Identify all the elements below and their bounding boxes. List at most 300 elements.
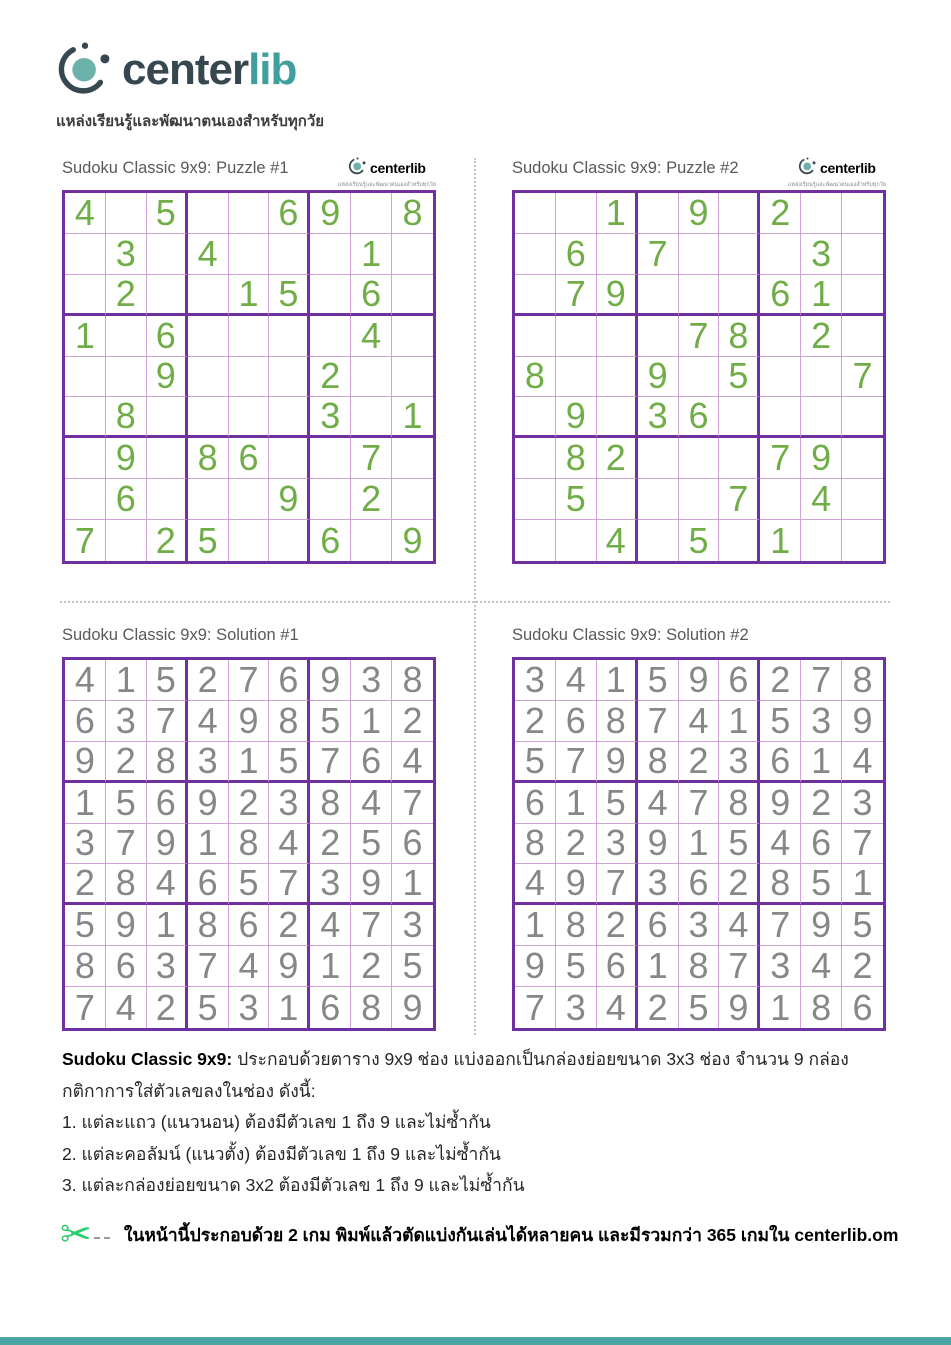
sudoku-cell: 8 xyxy=(351,987,392,1028)
sudoku-cell xyxy=(106,357,147,398)
centerlib-logo-icon xyxy=(56,38,114,101)
sudoku-cell xyxy=(188,193,229,234)
footer-note-text: ในหน้านี้ประกอบด้วย 2 เกม พิมพ์แล้วตัดแบ่งกันเล่นได้หลายคน และมีรวมกว่า 365 เกมใน centerlib.om xyxy=(123,1225,899,1245)
sudoku-cell: 3 xyxy=(392,905,433,946)
sudoku-cell: 2 xyxy=(229,783,270,824)
sudoku-cell: 3 xyxy=(801,701,842,742)
sudoku-cell xyxy=(556,520,597,561)
sudoku-cell xyxy=(65,275,106,316)
sudoku-cell: 9 xyxy=(147,357,188,398)
sudoku-cell: 7 xyxy=(310,742,351,783)
sudoku-cell: 1 xyxy=(392,397,433,438)
sudoku-cell xyxy=(842,397,883,438)
sudoku-cell xyxy=(147,479,188,520)
sudoku-cell: 7 xyxy=(719,946,760,987)
sudoku-cell: 9 xyxy=(147,824,188,865)
sudoku-cell xyxy=(392,316,433,357)
sudoku-cell xyxy=(638,316,679,357)
sudoku-cell: 4 xyxy=(556,660,597,701)
brand-tagline: แหล่งเรียนรู้และพัฒนาตนเองสำหรับทุกวัย xyxy=(337,182,436,188)
sudoku-cell: 6 xyxy=(760,742,801,783)
sudoku-cell: 5 xyxy=(269,275,310,316)
puzzle-1-title: Sudoku Classic 9x9: Puzzle #1 xyxy=(62,159,289,177)
sudoku-cell xyxy=(147,234,188,275)
sudoku-cell xyxy=(638,520,679,561)
sudoku-cell: 1 xyxy=(147,905,188,946)
sudoku-cell: 9 xyxy=(188,783,229,824)
sudoku-cell: 2 xyxy=(679,742,720,783)
sudoku-cell: 6 xyxy=(679,397,720,438)
sudoku-cell xyxy=(229,193,270,234)
sudoku-cell: 1 xyxy=(392,864,433,905)
sudoku-cell xyxy=(597,316,638,357)
sudoku-cell: 6 xyxy=(269,193,310,234)
sudoku-cell: 2 xyxy=(351,479,392,520)
sudoku-cell: 6 xyxy=(515,783,556,824)
sudoku-cell: 8 xyxy=(719,316,760,357)
sudoku-cell: 6 xyxy=(106,479,147,520)
sudoku-cell xyxy=(392,275,433,316)
sudoku-cell: 8 xyxy=(556,905,597,946)
sudoku-cell: 4 xyxy=(188,701,229,742)
sudoku-cell xyxy=(515,275,556,316)
sudoku-cell xyxy=(597,397,638,438)
sudoku-cell: 3 xyxy=(229,987,270,1028)
sudoku-cell: 9 xyxy=(638,357,679,398)
sudoku-cell: 4 xyxy=(65,193,106,234)
sudoku-cell: 8 xyxy=(515,824,556,865)
sudoku-cell: 8 xyxy=(679,946,720,987)
sudoku-cell: 1 xyxy=(229,275,270,316)
sudoku-cell: 4 xyxy=(188,234,229,275)
sudoku-cell: 7 xyxy=(515,987,556,1028)
sudoku-cell xyxy=(106,520,147,561)
sudoku-cell: 2 xyxy=(147,987,188,1028)
sudoku-cell: 4 xyxy=(597,520,638,561)
sudoku-cell: 3 xyxy=(597,824,638,865)
sudoku-cell xyxy=(106,316,147,357)
sudoku-cell: 6 xyxy=(597,946,638,987)
sudoku-cell: 1 xyxy=(638,946,679,987)
sudoku-cell: 1 xyxy=(760,987,801,1028)
sudoku-cell: 1 xyxy=(597,660,638,701)
sudoku-cell: 5 xyxy=(842,905,883,946)
sudoku-cell xyxy=(719,275,760,316)
sudoku-cell xyxy=(515,520,556,561)
sudoku-cell xyxy=(351,397,392,438)
centerlib-header-logo xyxy=(56,38,324,133)
sudoku-cell xyxy=(65,479,106,520)
sudoku-cell: 2 xyxy=(106,275,147,316)
sudoku-cell: 6 xyxy=(679,864,720,905)
sudoku-cell: 2 xyxy=(638,987,679,1028)
sudoku-cell xyxy=(65,234,106,275)
sudoku-cell xyxy=(515,479,556,520)
sudoku-cell: 2 xyxy=(310,824,351,865)
sudoku-cell xyxy=(760,479,801,520)
sudoku-cell: 4 xyxy=(842,742,883,783)
sudoku-cell xyxy=(269,357,310,398)
sudoku-cell xyxy=(65,397,106,438)
sudoku-cell: 8 xyxy=(719,783,760,824)
sudoku-cell: 1 xyxy=(65,783,106,824)
sudoku-cell: 5 xyxy=(556,946,597,987)
sudoku-cell: 4 xyxy=(801,946,842,987)
sudoku-cell: 9 xyxy=(269,479,310,520)
sudoku-cell: 4 xyxy=(719,905,760,946)
sudoku-cell: 7 xyxy=(65,520,106,561)
sudoku-cell: 8 xyxy=(106,864,147,905)
sudoku-cell: 7 xyxy=(229,660,270,701)
sudoku-cell: 5 xyxy=(351,824,392,865)
sudoku-cell xyxy=(229,357,270,398)
sudoku-cell: 4 xyxy=(597,987,638,1028)
sudoku-cell: 9 xyxy=(556,864,597,905)
sudoku-grid-puzzle-1 xyxy=(62,190,436,564)
sudoku-cell xyxy=(310,234,351,275)
sudoku-cell: 9 xyxy=(229,701,270,742)
sudoku-cell: 7 xyxy=(679,316,720,357)
sudoku-cell xyxy=(719,234,760,275)
sudoku-cell xyxy=(229,397,270,438)
sudoku-cell: 9 xyxy=(679,660,720,701)
sudoku-cell: 7 xyxy=(842,357,883,398)
sudoku-cell: 7 xyxy=(719,479,760,520)
sudoku-cell: 3 xyxy=(638,397,679,438)
sudoku-cell: 8 xyxy=(515,357,556,398)
sudoku-cell: 6 xyxy=(556,234,597,275)
sudoku-cell: 5 xyxy=(188,520,229,561)
sudoku-cell: 7 xyxy=(351,438,392,479)
sudoku-cell: 7 xyxy=(147,701,188,742)
sudoku-cell: 7 xyxy=(556,742,597,783)
sudoku-cell: 7 xyxy=(679,783,720,824)
sudoku-cell xyxy=(842,520,883,561)
sudoku-cell: 5 xyxy=(65,905,106,946)
centerlib-logo-icon xyxy=(798,156,817,180)
sudoku-grid-solution-2 xyxy=(512,657,886,1031)
sudoku-cell: 4 xyxy=(351,316,392,357)
sudoku-cell: 3 xyxy=(515,660,556,701)
sudoku-cell xyxy=(597,357,638,398)
sudoku-cell: 8 xyxy=(392,193,433,234)
sudoku-cell: 2 xyxy=(597,905,638,946)
sudoku-cell xyxy=(679,275,720,316)
rules-intro-line1 xyxy=(62,1044,922,1076)
sudoku-cell xyxy=(515,316,556,357)
sudoku-cell: 4 xyxy=(147,864,188,905)
solution-2-title: Sudoku Classic 9x9: Solution #2 xyxy=(512,626,749,644)
sudoku-cell: 5 xyxy=(760,701,801,742)
sudoku-cell: 6 xyxy=(310,987,351,1028)
sudoku-cell: 7 xyxy=(597,864,638,905)
sudoku-cell: 5 xyxy=(679,987,720,1028)
sudoku-cell: 2 xyxy=(760,660,801,701)
sudoku-cell: 5 xyxy=(801,864,842,905)
sudoku-cell: 8 xyxy=(842,660,883,701)
sudoku-cell xyxy=(842,234,883,275)
sudoku-cell xyxy=(269,438,310,479)
sudoku-cell xyxy=(351,520,392,561)
brand-wordmark xyxy=(122,44,297,94)
sudoku-cell: 8 xyxy=(229,824,270,865)
sudoku-cell: 5 xyxy=(392,946,433,987)
sudoku-cell: 6 xyxy=(310,520,351,561)
sudoku-cell: 8 xyxy=(801,987,842,1028)
sudoku-cell: 7 xyxy=(760,438,801,479)
sudoku-cell xyxy=(597,479,638,520)
cut-dashes xyxy=(94,1237,110,1239)
sudoku-cell: 9 xyxy=(556,397,597,438)
sudoku-cell: 8 xyxy=(597,701,638,742)
sudoku-cell: 8 xyxy=(188,905,229,946)
sudoku-cell: 7 xyxy=(760,905,801,946)
sudoku-cell: 3 xyxy=(106,701,147,742)
sudoku-cell: 1 xyxy=(310,946,351,987)
sudoku-cell: 9 xyxy=(679,193,720,234)
sudoku-cell: 3 xyxy=(679,905,720,946)
sudoku-cell: 5 xyxy=(515,742,556,783)
sudoku-cell xyxy=(188,479,229,520)
sudoku-cell: 4 xyxy=(801,479,842,520)
sudoku-cell xyxy=(760,316,801,357)
sudoku-cell: 6 xyxy=(556,701,597,742)
sudoku-cell xyxy=(719,193,760,234)
sudoku-cell: 3 xyxy=(269,783,310,824)
sudoku-cell xyxy=(229,479,270,520)
sudoku-cell: 7 xyxy=(269,864,310,905)
sudoku-cell: 1 xyxy=(719,701,760,742)
sudoku-cell: 3 xyxy=(188,742,229,783)
sudoku-cell: 9 xyxy=(269,946,310,987)
sudoku-cell: 7 xyxy=(638,701,679,742)
sudoku-cell: 1 xyxy=(801,742,842,783)
sudoku-cell: 9 xyxy=(801,438,842,479)
sudoku-cell: 7 xyxy=(638,234,679,275)
solution-1-title: Sudoku Classic 9x9: Solution #1 xyxy=(62,626,299,644)
sudoku-cell xyxy=(188,275,229,316)
sudoku-cell: 5 xyxy=(597,783,638,824)
sudoku-cell xyxy=(842,479,883,520)
sudoku-cell: 1 xyxy=(65,316,106,357)
quadrant-solution-1 xyxy=(62,623,436,1033)
sudoku-cell xyxy=(638,479,679,520)
brand-tagline: แหล่งเรียนรู้และพัฒนาตนเองสำหรับทุกวัย xyxy=(787,182,886,188)
sudoku-cell xyxy=(392,234,433,275)
sudoku-cell: 1 xyxy=(679,824,720,865)
sudoku-cell: 9 xyxy=(719,987,760,1028)
sudoku-cell: 6 xyxy=(106,946,147,987)
sudoku-cell xyxy=(842,193,883,234)
sudoku-cell: 3 xyxy=(760,946,801,987)
sudoku-cell: 9 xyxy=(638,824,679,865)
sudoku-cell: 5 xyxy=(147,660,188,701)
quadrant-puzzle-2 xyxy=(512,156,886,566)
sudoku-cell: 5 xyxy=(638,660,679,701)
puzzle-2-title: Sudoku Classic 9x9: Puzzle #2 xyxy=(512,159,739,177)
sudoku-cell: 3 xyxy=(351,660,392,701)
sudoku-cell: 7 xyxy=(65,987,106,1028)
sudoku-cell xyxy=(188,316,229,357)
sudoku-cell xyxy=(638,275,679,316)
sudoku-cell: 7 xyxy=(842,824,883,865)
sudoku-cell: 8 xyxy=(638,742,679,783)
sudoku-cell: 9 xyxy=(801,905,842,946)
quadrant-solution-2 xyxy=(512,623,886,1033)
sudoku-cell: 2 xyxy=(719,864,760,905)
scissors-icon: ✂ xyxy=(60,1214,92,1256)
sudoku-cell: 9 xyxy=(597,742,638,783)
sudoku-cell: 9 xyxy=(106,438,147,479)
sudoku-cell: 6 xyxy=(719,660,760,701)
brand-tagline: แหล่งเรียนรู้และพัฒนาตนเองสำหรับทุกวัย xyxy=(56,113,325,130)
sudoku-cell: 2 xyxy=(515,701,556,742)
sudoku-cell: 2 xyxy=(106,742,147,783)
sudoku-cell: 6 xyxy=(229,905,270,946)
sudoku-cell: 6 xyxy=(229,438,270,479)
sudoku-cell xyxy=(801,520,842,561)
sudoku-cell: 2 xyxy=(65,864,106,905)
sudoku-cell xyxy=(679,438,720,479)
sudoku-cell: 3 xyxy=(65,824,106,865)
sudoku-cell: 2 xyxy=(392,701,433,742)
sudoku-cell: 3 xyxy=(842,783,883,824)
sudoku-cell xyxy=(310,316,351,357)
sudoku-cell: 5 xyxy=(269,742,310,783)
brand-wordmark: centerlib xyxy=(370,160,426,176)
cut-line-vertical xyxy=(474,158,476,1035)
sudoku-cell: 1 xyxy=(229,742,270,783)
sudoku-cell: 4 xyxy=(760,824,801,865)
sudoku-cell: 2 xyxy=(597,438,638,479)
sudoku-cell xyxy=(188,357,229,398)
sudoku-cell xyxy=(760,234,801,275)
sudoku-cell: 1 xyxy=(188,824,229,865)
sudoku-cell: 2 xyxy=(842,946,883,987)
sudoku-cell: 3 xyxy=(147,946,188,987)
sudoku-cell xyxy=(310,438,351,479)
sudoku-cell: 7 xyxy=(801,660,842,701)
sudoku-cell: 8 xyxy=(760,864,801,905)
sudoku-cell xyxy=(679,234,720,275)
sudoku-cell xyxy=(801,397,842,438)
sudoku-cell xyxy=(392,438,433,479)
sudoku-cell: 3 xyxy=(719,742,760,783)
sudoku-cell xyxy=(351,193,392,234)
sudoku-cell: 6 xyxy=(65,701,106,742)
sudoku-cell: 8 xyxy=(147,742,188,783)
sudoku-cell: 3 xyxy=(310,864,351,905)
sudoku-cell: 9 xyxy=(106,905,147,946)
sudoku-cell xyxy=(269,234,310,275)
sudoku-cell xyxy=(392,357,433,398)
sudoku-cell: 9 xyxy=(310,660,351,701)
sudoku-cell: 2 xyxy=(760,193,801,234)
quadrant-puzzle-1 xyxy=(62,156,436,566)
sudoku-cell: 4 xyxy=(392,742,433,783)
sudoku-cell xyxy=(638,193,679,234)
sudoku-cell xyxy=(188,397,229,438)
centerlib-mini-logo xyxy=(788,156,886,189)
sudoku-cell xyxy=(269,520,310,561)
sudoku-cell xyxy=(351,357,392,398)
sudoku-cell: 1 xyxy=(351,701,392,742)
sudoku-cell: 4 xyxy=(229,946,270,987)
sudoku-cell: 2 xyxy=(801,783,842,824)
rules-intro-line2: กติกาการใส่ตัวเลขลงในช่อง ดังนี้: xyxy=(62,1080,316,1101)
sudoku-cell: 6 xyxy=(147,783,188,824)
sudoku-cell xyxy=(147,275,188,316)
footer-note xyxy=(60,1216,898,1254)
sudoku-cell: 8 xyxy=(106,397,147,438)
sudoku-cell: 5 xyxy=(310,701,351,742)
rules-intro-bold: Sudoku Classic 9x9: xyxy=(62,1049,233,1069)
sudoku-cell: 9 xyxy=(760,783,801,824)
brand-primary: center xyxy=(122,44,249,94)
sudoku-grid-puzzle-2 xyxy=(512,190,886,564)
sudoku-cell: 9 xyxy=(597,275,638,316)
sudoku-cell: 8 xyxy=(556,438,597,479)
sudoku-cell: 8 xyxy=(269,701,310,742)
rules-intro-rest: ประกอบด้วยตาราง 9x9 ช่อง แบ่งออกเป็นกล่องย่อยขนาด 3x3 ช่อง จำนวน 9 กล่อง xyxy=(232,1049,849,1069)
sudoku-cell: 6 xyxy=(852,986,873,1028)
sudoku-cell: 9 xyxy=(65,742,106,783)
sudoku-cell: 7 xyxy=(392,783,433,824)
sudoku-cell: 9 xyxy=(351,864,392,905)
sudoku-cell: 3 xyxy=(638,864,679,905)
sudoku-cell: 4 xyxy=(638,783,679,824)
sudoku-cell xyxy=(310,275,351,316)
sudoku-cell: 4 xyxy=(106,987,147,1028)
sudoku-cell xyxy=(147,397,188,438)
sudoku-cell: 4 xyxy=(65,660,106,701)
sudoku-cell: 6 xyxy=(392,824,433,865)
sudoku-cell: 9 xyxy=(402,519,423,561)
sudoku-cell xyxy=(515,438,556,479)
rule-item-3: 3. แต่ละกล่องย่อยขนาด 3x2 ต้องมีตัวเลข 1 ถึง 9 และไม่ซ้ำกัน xyxy=(62,1175,525,1195)
sudoku-cell: 4 xyxy=(269,824,310,865)
sudoku-cell: 7 xyxy=(351,905,392,946)
brand-secondary: lib xyxy=(248,44,297,94)
sudoku-cell: 3 xyxy=(106,234,147,275)
sudoku-cell xyxy=(719,397,760,438)
sudoku-cell xyxy=(106,193,147,234)
sudoku-cell xyxy=(597,234,638,275)
sudoku-cell xyxy=(147,438,188,479)
sudoku-cell: 6 xyxy=(188,864,229,905)
sudoku-cell xyxy=(760,397,801,438)
sudoku-cell: 5 xyxy=(188,987,229,1028)
sudoku-cell xyxy=(842,316,883,357)
sudoku-cell: 5 xyxy=(719,824,760,865)
sudoku-cell: 5 xyxy=(147,193,188,234)
sudoku-cell: 4 xyxy=(310,905,351,946)
sudoku-cell: 1 xyxy=(351,234,392,275)
sudoku-cell: 2 xyxy=(188,660,229,701)
sudoku-cell: 9 xyxy=(515,946,556,987)
sudoku-cell: 6 xyxy=(760,275,801,316)
sudoku-cell: 6 xyxy=(351,742,392,783)
sudoku-cell: 5 xyxy=(556,479,597,520)
sudoku-cell xyxy=(310,479,351,520)
sudoku-cell: 6 xyxy=(801,824,842,865)
sudoku-cell: 8 xyxy=(310,783,351,824)
sudoku-cell: 6 xyxy=(351,275,392,316)
sudoku-cell: 2 xyxy=(269,905,310,946)
sudoku-cell: 2 xyxy=(147,520,188,561)
sudoku-cell: 3 xyxy=(801,234,842,275)
sudoku-cell: 6 xyxy=(638,905,679,946)
